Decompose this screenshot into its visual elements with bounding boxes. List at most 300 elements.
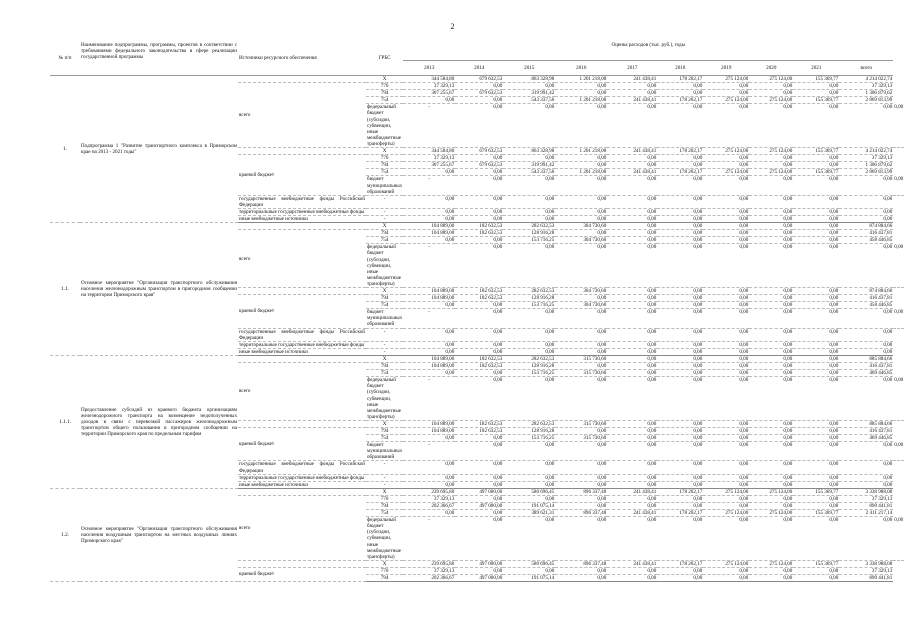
amount-cell: 0,00 — [455, 155, 503, 162]
grbs-code: 754 — [366, 237, 403, 244]
amount-cell: 0,00 — [749, 435, 793, 442]
amount-cell: 389 621,31 — [503, 510, 555, 517]
amount-cell: 580 696,45 — [503, 488, 555, 495]
amount-cell: 0,00 — [893, 104, 904, 148]
budget-table — [50, 42, 904, 582]
header-estimate: Оценка расходов (тыс. руб.), годы — [403, 42, 893, 61]
amount-cell: 0,00 — [839, 481, 893, 488]
amount-cell: 0,00 — [455, 176, 503, 195]
funding-source: всего — [238, 363, 366, 421]
amount-cell: 0,00 — [703, 208, 749, 215]
amount-cell: 155 369,77 — [793, 97, 839, 104]
amount-cell: 0,00 — [607, 295, 657, 302]
amount-cell: 0,00 — [555, 309, 607, 328]
grbs-code: 770 — [366, 155, 403, 162]
amount-cell: 178 202,17 — [657, 97, 703, 104]
grbs-code: 794 — [366, 503, 403, 510]
amount-cell: 0,00 — [703, 377, 749, 421]
amount-cell: 104 889,00 — [403, 427, 455, 434]
amount-cell: 0,00 — [607, 223, 657, 230]
amount-cell: 0,00 — [555, 503, 607, 510]
amount-cell: 0,00 — [607, 244, 657, 288]
grbs-code: 754 — [366, 510, 403, 517]
amount-cell: 0,00 — [503, 155, 555, 162]
amount-cell: 239 695,80 — [403, 560, 455, 567]
table-row — [50, 223, 904, 230]
amount-cell: 0,00 — [749, 517, 793, 561]
amount-cell: 0,00 — [657, 442, 703, 461]
grbs-code: - — [366, 461, 403, 474]
amount-cell: 0,00 — [657, 328, 703, 341]
amount-cell: 0,00 — [657, 567, 703, 574]
amount-cell: 104 889,00 — [403, 355, 455, 362]
amount-cell: 497 000,00 — [455, 503, 503, 510]
amount-cell: 0,00 — [555, 567, 607, 574]
amount-cell: 315 730,60 — [555, 420, 607, 427]
amount-cell: 0,00 — [793, 237, 839, 244]
amount-cell: 0,00 — [555, 481, 607, 488]
amount-cell: 0,00 — [555, 104, 607, 148]
amount-cell: 0,00 — [749, 341, 793, 348]
amount-cell: 104 889,00 — [403, 230, 455, 237]
amount-cell: 0,00 — [793, 442, 839, 461]
amount-cell: 128 916,28 — [503, 295, 555, 302]
amount-cell: 0,00 — [607, 481, 657, 488]
amount-cell: 0,00 — [555, 328, 607, 341]
funding-source — [238, 288, 366, 295]
amount-cell: 0,00 — [793, 461, 839, 474]
amount-cell: 885 884,66 — [839, 420, 893, 427]
amount-cell: 37 329,13 — [403, 567, 455, 574]
amount-cell: 0,00 — [403, 328, 455, 341]
amount-cell: 0,00 — [555, 348, 607, 355]
amount-cell: 0,00 — [839, 309, 893, 328]
amount-cell: 0,00 — [703, 503, 749, 510]
amount-cell: 0,00 — [749, 503, 793, 510]
amount-cell: 0,00 — [455, 195, 503, 208]
amount-cell: 0,00 — [793, 355, 839, 362]
grbs-code: 794 — [366, 575, 403, 582]
amount-cell: 0,00 — [403, 370, 455, 377]
amount-cell: 0,00 — [793, 215, 839, 222]
amount-cell: 0,00 — [657, 162, 703, 169]
amount-cell: 0,00 — [703, 162, 749, 169]
amount-cell: 241 438,41 — [607, 97, 657, 104]
amount-cell: 178 202,17 — [657, 510, 703, 517]
amount-cell: 3 338 988,08 — [839, 488, 893, 495]
amount-cell: 0,00 — [657, 481, 703, 488]
amount-cell: 0,00 — [839, 244, 893, 288]
amount-cell: 416 437,81 — [839, 427, 893, 434]
amount-cell: 679 632,53 — [455, 148, 503, 155]
amount-cell: 0,00 — [503, 104, 555, 148]
header-num: № п/п — [50, 42, 80, 76]
amount-cell: 0,00 — [749, 567, 793, 574]
amount-cell: 0,00 — [793, 328, 839, 341]
amount-cell: 0,00 — [503, 348, 555, 355]
amount-cell: 0,00 — [703, 481, 749, 488]
amount-cell: 0,00 — [703, 328, 749, 341]
amount-cell: 0,00 — [749, 155, 793, 162]
amount-cell: 0,00 — [607, 176, 657, 195]
amount-cell: 0,00 — [749, 237, 793, 244]
amount-cell: 182 632,53 — [455, 230, 503, 237]
amount-cell: 0,00 — [657, 215, 703, 222]
amount-cell: 0,00 — [403, 435, 455, 442]
amount-cell: 0,00 — [703, 288, 749, 295]
grbs-code: 794 — [366, 295, 403, 302]
amount-cell: 0,00 — [503, 481, 555, 488]
amount-cell: 0,00 — [749, 90, 793, 97]
amount-cell: 0,00 — [455, 461, 503, 474]
amount-cell: 0,00 — [749, 355, 793, 362]
amount-cell: 0,00 — [455, 370, 503, 377]
amount-cell: 0,00 — [657, 230, 703, 237]
amount-cell: 0,00 — [503, 244, 555, 288]
amount-cell: 178 202,17 — [657, 148, 703, 155]
header-year: 2013 — [403, 61, 455, 76]
amount-cell: 458 446,85 — [839, 237, 893, 244]
amount-cell: 0,00 — [555, 474, 607, 481]
funding-source: государственные внебюджетные фонды Российской Федерации — [239, 195, 365, 208]
amount-cell: 37 329,13 — [403, 83, 455, 90]
header-year: 2016 — [555, 61, 607, 76]
amount-cell: 202 366,67 — [403, 575, 455, 582]
amount-cell: 0,00 — [555, 495, 607, 502]
amount-cell: 896 337,48 — [555, 510, 607, 517]
amount-cell: 0,00 — [793, 341, 839, 348]
funding-source — [238, 488, 366, 495]
amount-cell: 275 124,00 — [749, 97, 793, 104]
amount-cell: 0,00 — [749, 442, 793, 461]
amount-cell: 0,00 — [555, 83, 607, 90]
funding-source: краевой бюджет — [238, 567, 366, 581]
amount-cell: 0,00 — [403, 341, 455, 348]
amount-cell: 0,00 — [657, 309, 703, 328]
amount-cell: 0,00 — [455, 495, 503, 502]
amount-cell: 182 632,53 — [455, 420, 503, 427]
amount-cell: 0,00 — [749, 288, 793, 295]
amount-cell: 319 991,42 — [503, 90, 555, 97]
amount-cell: 0,00 — [749, 195, 793, 208]
amount-cell: 241 438,41 — [607, 488, 657, 495]
amount-cell: 275 124,00 — [749, 510, 793, 517]
row-number: 1.1.1. — [50, 355, 80, 488]
grbs-code: - — [403, 104, 455, 148]
amount-cell: 0,00 — [749, 104, 793, 148]
amount-cell: 0,00 — [793, 435, 839, 442]
amount-cell: 178 202,17 — [657, 76, 703, 83]
amount-cell: 0,00 — [607, 195, 657, 208]
grbs-code: 794 — [366, 363, 403, 370]
amount-cell: 182 632,53 — [455, 295, 503, 302]
header-year: 2020 — [749, 61, 793, 76]
amount-cell: 679 632,53 — [455, 90, 503, 97]
amount-cell: 241 438,41 — [607, 510, 657, 517]
amount-cell: 896 337,48 — [555, 560, 607, 567]
amount-cell: 0,00 — [607, 517, 657, 561]
amount-cell: 0,00 — [607, 355, 657, 362]
funding-source: краевой бюджет — [238, 155, 366, 196]
amount-cell: 155 369,77 — [793, 76, 839, 83]
amount-cell: 0,00 — [793, 495, 839, 502]
amount-cell: 37 329,13 — [839, 155, 893, 162]
amount-cell: 275 124,00 — [749, 488, 793, 495]
amount-cell: 0,00 — [607, 348, 657, 355]
amount-cell: 0,00 — [839, 442, 893, 461]
amount-cell: 0,00 — [793, 230, 839, 237]
amount-cell: 191 075,14 — [503, 575, 555, 582]
amount-cell: 0,00 — [555, 427, 607, 434]
amount-cell: 0,00 — [607, 288, 657, 295]
amount-cell: 0,00 — [793, 309, 839, 328]
grbs-code: 754 — [366, 302, 403, 309]
amount-cell: 0,00 — [793, 474, 839, 481]
header-year: 2021 — [793, 61, 839, 76]
amount-cell: 0,00 — [403, 169, 455, 176]
grbs-code: 754 — [366, 97, 403, 104]
amount-cell: 0,00 — [703, 575, 749, 582]
amount-cell: 344 584,80 — [403, 148, 455, 155]
amount-cell: 304 730,60 — [555, 223, 607, 230]
grbs-code: 754 — [366, 435, 403, 442]
amount-cell: 0,00 — [657, 474, 703, 481]
amount-cell: 4 214 022,74 — [839, 148, 893, 155]
amount-cell: 0,00 — [455, 169, 503, 176]
amount-cell: 155 369,77 — [793, 510, 839, 517]
grbs-code: - — [403, 442, 455, 461]
grbs-code: - — [366, 215, 403, 222]
funding-source: федеральный бюджет (субсидии, субвенции, иные межбюджетные трансферты) — [366, 244, 403, 288]
amount-cell: 0,00 — [793, 427, 839, 434]
amount-cell: 0,00 — [607, 104, 657, 148]
amount-cell: 0,00 — [607, 155, 657, 162]
amount-cell: 0,00 — [703, 461, 749, 474]
amount-cell: 874 884,66 — [839, 223, 893, 230]
amount-cell: 0,00 — [657, 575, 703, 582]
amount-cell: 0,00 — [455, 510, 503, 517]
grbs-code: 754 — [366, 370, 403, 377]
amount-cell: 0,00 — [455, 328, 503, 341]
amount-cell: 0,00 — [793, 176, 839, 195]
amount-cell: 0,00 — [555, 176, 607, 195]
amount-cell: 307 255,67 — [403, 162, 455, 169]
amount-cell: 0,00 — [403, 510, 455, 517]
amount-cell: 182 632,53 — [455, 355, 503, 362]
amount-cell: 275 124,00 — [703, 148, 749, 155]
row-name: Предоставление субсидий из краевого бюджета организациям железнодорожного транспорта на возмещение недополученных доходов в связи с перевозкой пассажиров железнодорожным транспортом общего пользования в пригородном сообщении на территории Приморского края по предельным тарифам — [80, 355, 238, 488]
amount-cell: 304 730,60 — [555, 288, 607, 295]
amount-cell: 0,00 — [455, 567, 503, 574]
amount-cell: 0,00 — [703, 435, 749, 442]
amount-cell: 202 366,67 — [403, 503, 455, 510]
table-row — [50, 355, 904, 362]
amount-cell: 0,00 — [607, 420, 657, 427]
amount-cell: 3 338 988,08 — [839, 560, 893, 567]
grbs-code: - — [366, 208, 403, 215]
amount-cell: 0,00 — [793, 517, 839, 561]
amount-cell: 0,00 — [703, 104, 749, 148]
amount-cell: 0,00 — [839, 461, 893, 474]
grbs-code: X — [366, 560, 403, 567]
amount-cell: 37 329,13 — [403, 155, 455, 162]
amount-cell: 0,00 — [403, 195, 455, 208]
funding-source — [238, 560, 366, 567]
amount-cell: 0,00 — [555, 442, 607, 461]
amount-cell: 0,00 — [403, 208, 455, 215]
funding-source: иные внебюджетные источники — [238, 348, 366, 355]
amount-cell: 0,00 — [793, 348, 839, 355]
amount-cell: 0,00 — [793, 155, 839, 162]
funding-source — [238, 223, 366, 230]
amount-cell: 0,00 — [893, 176, 904, 195]
amount-cell: 0,00 — [657, 377, 703, 421]
amount-cell: 0,00 — [657, 435, 703, 442]
amount-cell: 153 716,25 — [503, 302, 555, 309]
amount-cell: 37 329,13 — [403, 495, 455, 502]
header-year: всего — [839, 61, 893, 76]
amount-cell: 0,00 — [657, 427, 703, 434]
amount-cell: 0,00 — [749, 83, 793, 90]
funding-source: всего — [238, 495, 366, 560]
amount-cell: 0,00 — [703, 341, 749, 348]
amount-cell: 0,00 — [555, 575, 607, 582]
funding-source: иные внебюджетные источники — [238, 215, 366, 222]
funding-source: всего — [238, 230, 366, 288]
amount-cell: 0,00 — [555, 461, 607, 474]
amount-cell: 0,00 — [503, 309, 555, 328]
amount-cell: 155 369,77 — [793, 488, 839, 495]
grbs-code: 794 — [366, 427, 403, 434]
amount-cell: 890 441,81 — [839, 575, 893, 582]
amount-cell: 315 730,60 — [555, 355, 607, 362]
amount-cell: 0,00 — [607, 215, 657, 222]
amount-cell: 0,00 — [839, 104, 893, 148]
amount-cell: 0,00 — [555, 244, 607, 288]
amount-cell: 0,00 — [503, 208, 555, 215]
amount-cell: 0,00 — [555, 230, 607, 237]
amount-cell: 0,00 — [703, 517, 749, 561]
amount-cell: 0,00 — [893, 442, 904, 461]
amount-cell: 0,00 — [607, 427, 657, 434]
amount-cell: 0,00 — [703, 244, 749, 288]
grbs-code: - — [403, 377, 455, 421]
amount-cell: 885 884,66 — [839, 355, 893, 362]
amount-cell: 416 437,81 — [839, 295, 893, 302]
amount-cell: 0,00 — [703, 309, 749, 328]
amount-cell: 0,00 — [657, 104, 703, 148]
grbs-code: - — [366, 328, 403, 341]
amount-cell: 155 369,77 — [793, 560, 839, 567]
amount-cell: 0,00 — [657, 461, 703, 474]
grbs-code: 794 — [366, 162, 403, 169]
amount-cell: 0,00 — [893, 517, 904, 561]
amount-cell: 0,00 — [555, 208, 607, 215]
row-number: 1.1. — [50, 223, 80, 356]
amount-cell: 275 124,00 — [749, 76, 793, 83]
amount-cell: 0,00 — [503, 215, 555, 222]
amount-cell: 0,00 — [455, 309, 503, 328]
amount-cell: 0,00 — [839, 474, 893, 481]
amount-cell: 416 437,81 — [839, 363, 893, 370]
amount-cell: 0,00 — [749, 162, 793, 169]
amount-cell: 0,00 — [749, 295, 793, 302]
header-year: 2018 — [657, 61, 703, 76]
amount-cell: 0,00 — [607, 237, 657, 244]
grbs-code: - — [366, 341, 403, 348]
amount-cell: 275 124,00 — [703, 510, 749, 517]
amount-cell: 0,00 — [749, 328, 793, 341]
funding-source: государственные внебюджетные фонды Российской Федерации — [239, 328, 365, 341]
grbs-code: - — [366, 348, 403, 355]
amount-cell: 0,00 — [703, 567, 749, 574]
amount-cell: 0,00 — [839, 215, 893, 222]
amount-cell: 0,00 — [793, 90, 839, 97]
amount-cell: 0,00 — [607, 567, 657, 574]
amount-cell: 0,00 — [793, 503, 839, 510]
funding-source: территориальные государственные внебюджетные фонды — [239, 341, 365, 348]
amount-cell: 0,00 — [555, 215, 607, 222]
funding-source: иные внебюджетные источники — [238, 481, 366, 488]
amount-cell: 0,00 — [793, 162, 839, 169]
amount-cell: 0,00 — [703, 442, 749, 461]
amount-cell: 178 202,17 — [657, 488, 703, 495]
amount-cell: 0,00 — [607, 474, 657, 481]
amount-cell: 458 446,85 — [839, 302, 893, 309]
amount-cell: 0,00 — [749, 215, 793, 222]
grbs-code: X — [366, 148, 403, 155]
amount-cell: 282 632,53 — [503, 223, 555, 230]
amount-cell: 0,00 — [657, 295, 703, 302]
amount-cell: 0,00 — [503, 517, 555, 561]
funding-source — [238, 420, 366, 427]
funding-source — [238, 355, 366, 362]
page-number: 2 — [450, 22, 455, 31]
amount-cell: 104 889,00 — [403, 288, 455, 295]
amount-cell: 890 441,81 — [839, 503, 893, 510]
amount-cell: 0,00 — [893, 309, 904, 328]
amount-cell: 0,00 — [703, 474, 749, 481]
amount-cell: 315 730,60 — [555, 370, 607, 377]
grbs-code: 770 — [366, 495, 403, 502]
funding-source: государственные внебюджетные фонды Российской Федерации — [239, 461, 365, 474]
amount-cell: 155 369,77 — [793, 148, 839, 155]
amount-cell: 0,00 — [749, 495, 793, 502]
amount-cell: 128 916,28 — [503, 363, 555, 370]
amount-cell: 0,00 — [403, 215, 455, 222]
amount-cell: 182 632,53 — [455, 288, 503, 295]
amount-cell: 0,00 — [793, 288, 839, 295]
amount-cell: 0,00 — [749, 370, 793, 377]
amount-cell: 0,00 — [403, 348, 455, 355]
amount-cell: 0,00 — [503, 341, 555, 348]
amount-cell: 182 632,53 — [455, 363, 503, 370]
amount-cell: 0,00 — [657, 355, 703, 362]
amount-cell: 0,00 — [749, 302, 793, 309]
grbs-code: 794 — [366, 90, 403, 97]
amount-cell: 0,00 — [793, 420, 839, 427]
amount-cell: 0,00 — [555, 363, 607, 370]
funding-source: федеральный бюджет (субсидии, субвенции, иные межбюджетные трансферты) — [366, 377, 403, 421]
header-grbs: ГРБС — [366, 42, 403, 76]
amount-cell: 0,00 — [839, 176, 893, 195]
amount-cell: 0,00 — [839, 328, 893, 341]
grbs-code: X — [366, 223, 403, 230]
amount-cell: 0,00 — [455, 237, 503, 244]
amount-cell: 1 306 879,62 — [839, 90, 893, 97]
amount-cell: 0,00 — [839, 208, 893, 215]
amount-cell: 0,00 — [893, 244, 904, 288]
